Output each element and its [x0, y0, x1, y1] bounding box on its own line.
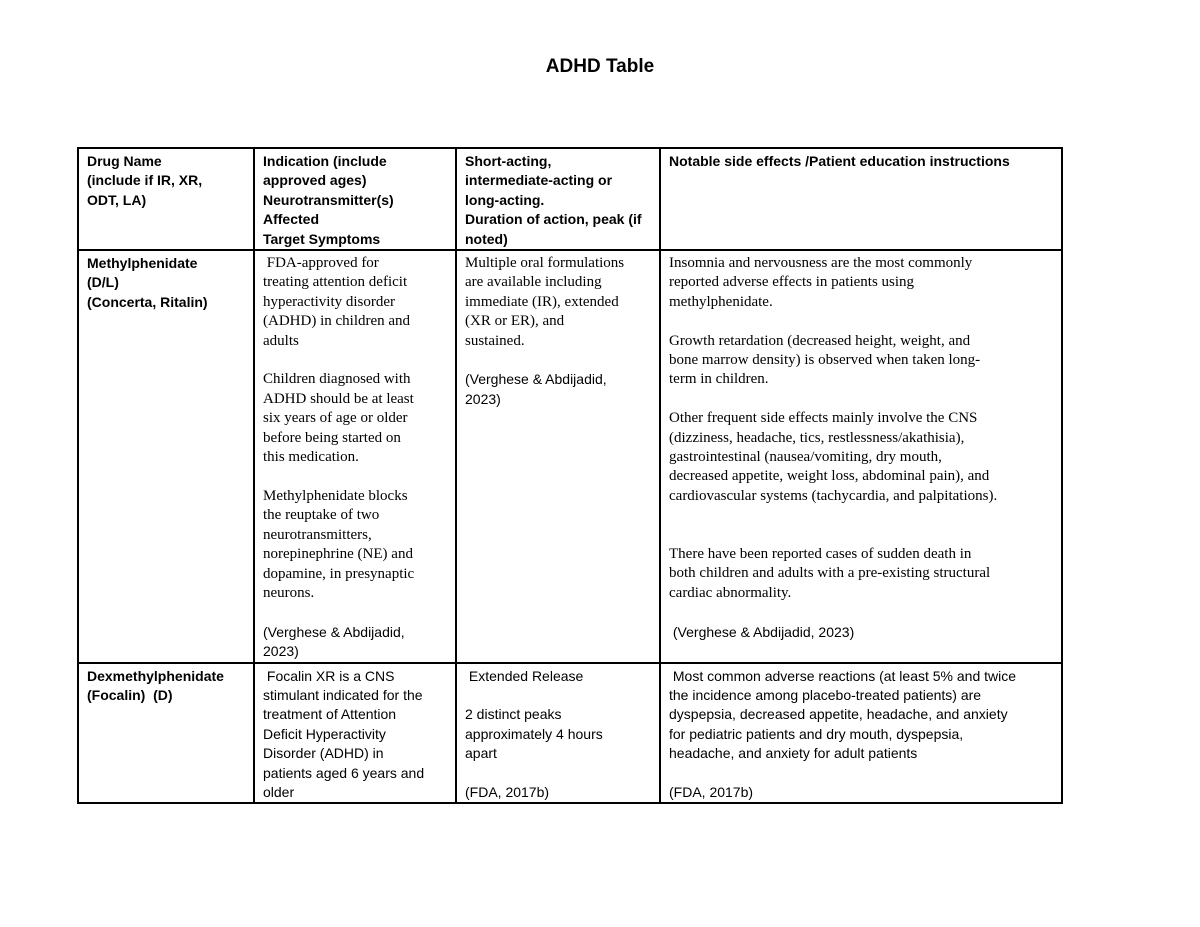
citation: (FDA, 2017b) — [465, 783, 550, 800]
header-duration: Short-acting, intermediate-acting or long-acting. Duration of action, peak (if noted) — [456, 148, 660, 250]
citation: (FDA, 2017b) — [669, 783, 754, 800]
header-drug-name: Drug Name (include if IR, XR, ODT, LA) — [78, 148, 254, 250]
drug-name-cell: Dexmethylphenidate (Focalin) (D) — [78, 663, 254, 804]
header-indication: Indication (include approved ages) Neurotransmitter(s) Affected Target Symptoms — [254, 148, 456, 250]
table-row — [78, 663, 1062, 804]
side-effects-cell: Most common adverse reactions (at least 5% and twice the incidence among placebo-treated patients) are dyspepsia, decreased appetite, headache, and anxiety for pediatric patients and dry mouth, dyspepsia, headache, and anxiety for adult patients (FDA, 2017b) — [660, 663, 1062, 804]
indication-cell: FDA-approved for treating attention deficit hyperactivity disorder (ADHD) in children and adults Children diagnosed with ADHD should be at least six years of age or older before being started on this medication. Methylphenidate blocks the reuptake of two neurotransmitters, norepinephrine (NE) and dopamine, in presynaptic neurons. (Verghese & Abdijadid, 2023) — [254, 250, 456, 662]
table-header-row — [78, 148, 1062, 250]
adhd-table — [77, 147, 1063, 804]
indication-cell: Focalin XR is a CNS stimulant indicated for the treatment of Attention Deficit Hyperactivity Disorder (ADHD) in patients aged 6 years and older — [254, 663, 456, 804]
header-side-effects: Notable side effects /Patient education instructions — [660, 148, 1062, 250]
side-effects-cell: Insomnia and nervousness are the most commonly reported adverse effects in patients using methylphenidate. Growth retardation (decreased height, weight, and bone marrow density) is observed when taken long- term in children. Other frequent side effects mainly involve the CNS (dizziness, headache, tics, restlessness/akathisia), gastrointestinal (nausea/vomiting, dry mouth, decreased appetite, weight loss, abdominal pain), and cardiovascular systems (tachycardia, and palpitations). There have been reported cases of sudden death in both children and adults with a pre-existing structural cardiac abnormality. (Verghese & Abdijadid, 2023) — [660, 250, 1062, 662]
drug-name-cell: Methylphenidate (D/L) (Concerta, Ritalin) — [78, 250, 254, 662]
citation: (Verghese & Abdijadid, 2023) — [669, 623, 855, 640]
page-title: ADHD Table — [545, 56, 655, 77]
citation: (Verghese & Abdijadid, 2023) — [465, 371, 607, 407]
duration-cell: Extended Release 2 distinct peaks approximately 4 hours apart (FDA, 2017b) — [456, 663, 660, 804]
duration-cell: Multiple oral formulations are available including immediate (IR), extended (XR or ER), and sustained. (Verghese & Abdijadid, 2023) — [456, 250, 660, 662]
citation: (Verghese & Abdijadid, 2023) — [263, 623, 405, 660]
table-row — [78, 250, 1062, 662]
